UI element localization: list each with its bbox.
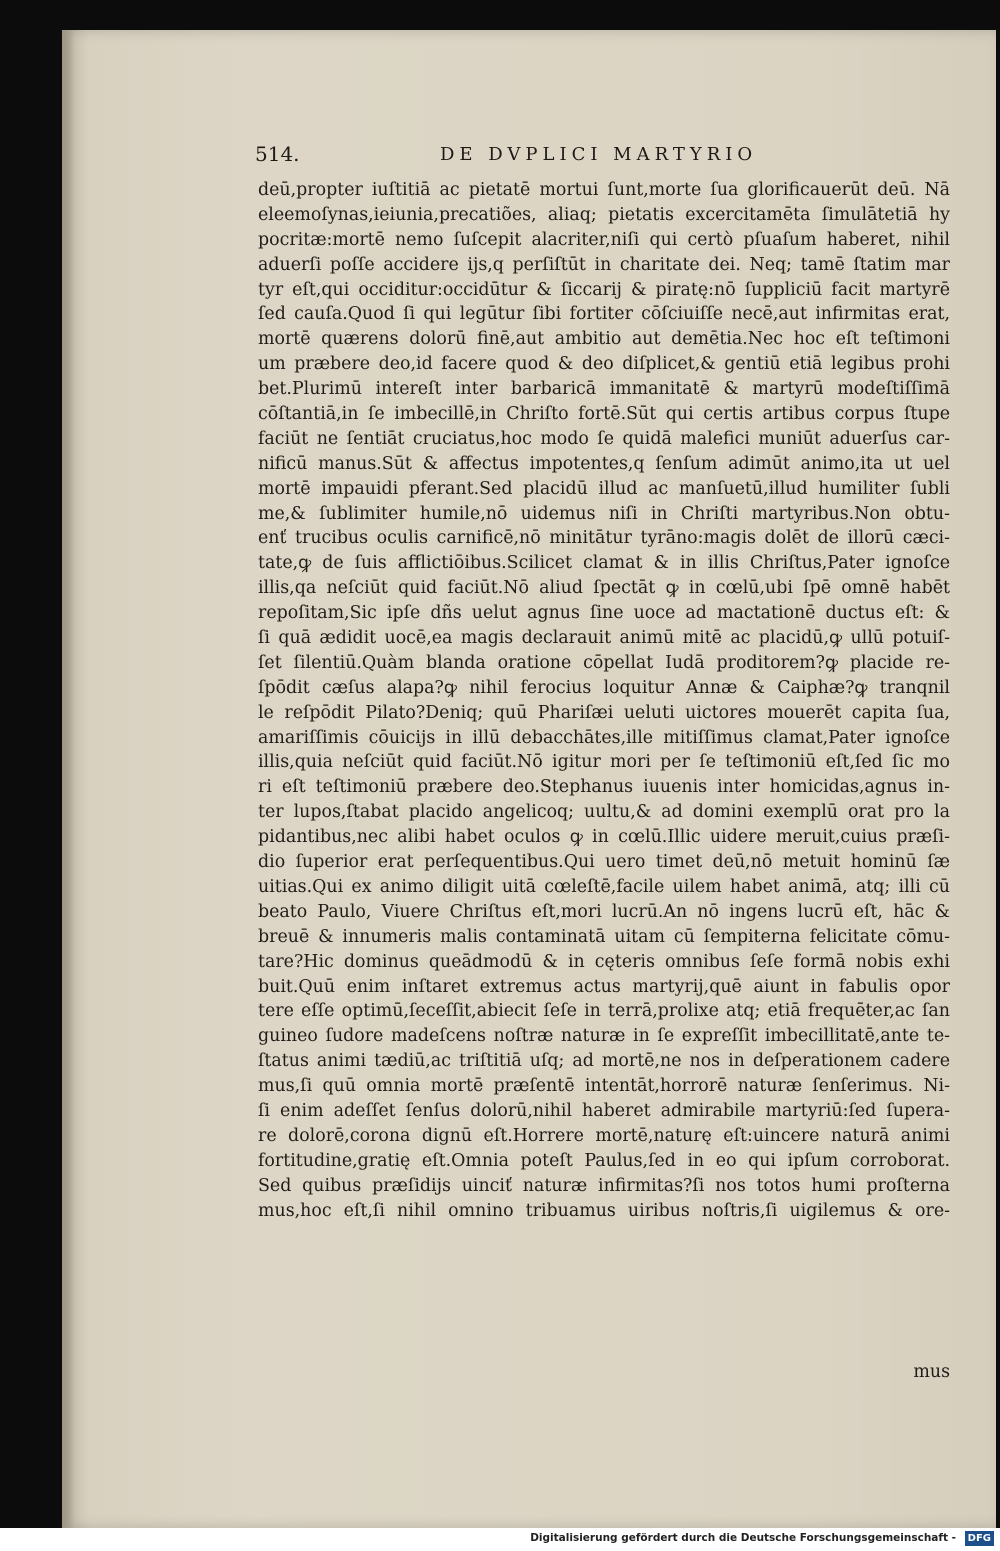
running-head: DE DVPLICI MARTYRIO [440, 144, 758, 165]
funding-notice: Digitalisierung gefördert durch die Deutsche Forschungsgemeinschaft - [530, 1532, 956, 1544]
text-line: mus,hoc eſt,ſi nihil omnino tribuamus uiribus noſtris,ſi uigilemus & ore- [258, 1200, 950, 1221]
text-line: le reſpōdit Pilato?Deniq; quū Phariſæi ueluti uictores mouerēt capita ſua, [258, 702, 950, 723]
digitization-footer [0, 1528, 1000, 1551]
text-line: dio ſuperior erat perſequentibus.Qui uero timet deū,nō metuit hominū ſæ [258, 852, 950, 873]
text-line: mortē impauidi pferant.Sed placidū illud ac manſuetū,illud humiliter ſubli [258, 478, 950, 499]
page-number: 514. [255, 142, 300, 166]
text-line: beato Paulo, Viuere Chriſtus eſt,mori lucrū.An nō ingens lucrū eſt, hāc & [258, 901, 950, 922]
text-line: guineo ſudore madeſcens noſtræ naturæ in ſe expreſſit imbecillitatē,ante te- [258, 1026, 950, 1047]
text-line: buit.Quū enim inſtaret extremus actus martyrij,quē aiunt in fabulis opor [258, 976, 950, 997]
text-line: uitias.Qui ex animo diligit uitā cœleſtē,facile uilem habet animā, atq; illi cū [258, 876, 950, 897]
text-line: mus,ſi quū omnia mortē præſentē intentāt,horrorē naturæ ſenſerimus. Ni- [258, 1076, 950, 1097]
text-line: ſet ſilentiū.Quàm blanda oratione cōpellat Iudā proditorem?ꝙ placide re- [258, 652, 950, 673]
text-line: re dolorē,corona dignū eſt.Horrere mortē,naturę eſt:uincere naturā animi [258, 1125, 950, 1146]
text-line: breuē & innumeris malis contaminatā uitam cū ſempiterna felicitate cōmu- [258, 926, 950, 947]
text-line: mortē quærens dolorū finē,aut ambitio aut demētia.Nec hoc eſt teſtimoni [258, 329, 950, 350]
text-line: nificū manus.Sūt & affectus impotentes,q ſenſum adimūt animo,ita ut uel [258, 453, 950, 474]
text-line: um præbere deo,id facere quod & deo diſplicet,& gentiū etiā legibus prohi [258, 354, 950, 375]
body-text [258, 178, 950, 1223]
text-line: me,& ſublimiter humile,nō uidemus niſi in Chriſti martyribus.Non obtu- [258, 503, 950, 524]
text-line: ſtatus animi tædiū,ac triſtitiā uſq; ad mortē,ne nos in deſperationem cadere [258, 1051, 950, 1072]
dfg-logo[interactable]: DFG [965, 1531, 994, 1546]
text-line: enť trucibus oculis carnificē,nō minitātur tyrāno:magis dolēt de illorū cæci- [258, 528, 950, 549]
text-line: bet.Plurimū intereſt inter barbaricā immanitatē & martyrū modeſtiſſimā [258, 379, 950, 400]
text-line: eleemoſynas,ieiunia,precatiões, aliaq; pietatis excercitamēta ſimulātetiā hy [258, 204, 950, 225]
text-line: ſpōdit cæſus alapa?ꝙ nihil ferocius loquitur Annæ & Caiphæ?ꝙ tranqnil [258, 677, 950, 698]
text-line: ſi enim adeſſet ſenſus dolorū,nihil haberet admirabile martyriū:ſed ſupera- [258, 1100, 950, 1121]
text-line: repoſitam,Sic ipſe dñs uelut agnus ſine uoce ad mactationē ductus eſt: & [258, 603, 950, 624]
text-line: ſi quā ædidit uocē,ea magis declarauit animū mitē ac placidū,ꝙ ullū potuiſ- [258, 628, 950, 649]
text-line: illis,qa neſciūt quid faciūt.Nō aliud ſpectāt ꝙ in cœlū,ubi ſpē omnē habēt [258, 578, 950, 599]
page-gutter-shadow [62, 30, 74, 1528]
text-line: ri eſt teſtimoniū præbere deo.Stephanus iuuenis inter homicidas,agnus in- [258, 777, 950, 798]
text-line: tyr eſt,qui occiditur:occidūtur & ſiccarij & piratę:nō ſuppliciū facit martyrē [258, 279, 950, 300]
text-line: deū,propter iuſtitiā ac pietatē mortui ſunt,morte ſua glorificauerūt deū. Nā [258, 180, 950, 200]
text-line: tare?Hic dominus queādmodū & in cęteris omnibus ſeſe formā nobis exhi [258, 951, 950, 972]
text-line: aduerſi poſſe accidere ijs,q perſiſtūt in charitate dei. Neq; tamē ſtatim mar [258, 254, 950, 275]
text-line: ter lupos,ſtabat placido angelicoq; uultu,& ad domini exemplū orat pro la [258, 802, 950, 823]
text-line: amariſſimis cōuicijs in illū debacchātes,ille mitiſſimus clamat,Pater ignoſce [258, 727, 950, 748]
catchword: mus [913, 1362, 950, 1382]
text-line: pidantibus,nec alibi habet oculos ꝙ in cœlū.Illic uidere meruit,cuius præſi- [258, 827, 950, 848]
text-line: tate,ꝙ de ſuis afflictiōibus.Scilicet clamat & in illis Chriſtus,Pater ignoſce [258, 553, 950, 574]
text-line: ſed cauſa.Quod ſi qui legūtur ſibi fortiter cōſciuiſſe necē,aut infirmitas erat, [258, 304, 950, 325]
text-line: fortitudine,gratię eſt.Omnia poteſt Paulus,ſed in eo qui ipſum corroborat. [258, 1150, 950, 1171]
text-line: pocritæ:mortē nemo ſuſcepit alacriter,niſi qui certò pſuaſum haberet, nihil [258, 229, 950, 250]
text-line: cōſtantiā,in ſe imbecillē,in Chriſto fortē.Sūt qui certis artibus corpus ſtupe [258, 404, 950, 425]
text-line: Sed quibus præſidijs uinciť naturæ infirmitas?ſi nos totos humi proſterna [258, 1175, 950, 1196]
page-header [0, 142, 1000, 176]
text-line: tere eſſe optimū,ſeceſſit,abiecit ſeſe in terrā,prolixe atq; etiā frequēter,ac ſan [258, 1001, 950, 1022]
text-line: faciūt ne ſentiāt cruciatus,hoc modo ſe quidā malefici muniūt aduerſus car- [258, 428, 950, 449]
text-line: illis,quia neſciūt quid faciūt.Nō igitur mori per ſe teſtimoniū eſt,ſed ſic mo [258, 752, 950, 773]
